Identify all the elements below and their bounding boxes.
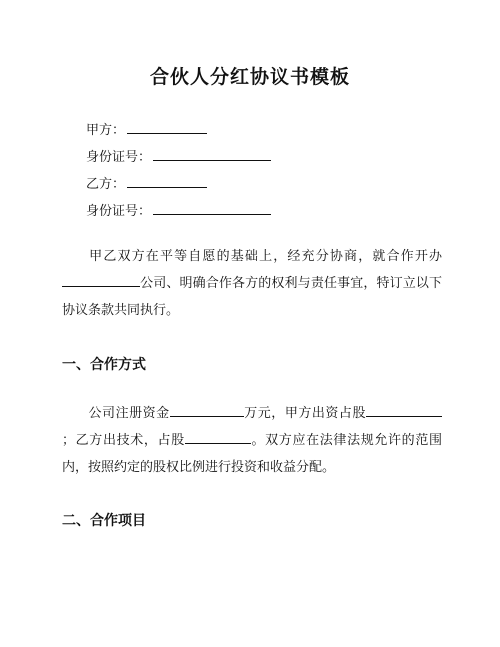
party-a-field (86, 120, 207, 140)
id-a-field (86, 147, 271, 167)
section-1-paragraph (62, 400, 442, 481)
company-name-blank (62, 272, 140, 287)
party-b-blank (127, 174, 207, 188)
party-b-label: 乙方： (86, 177, 126, 192)
s1-text-4: 。双方应在法律法规允许的范围内，按照约定的股权比例进行投资和收益分配。 (62, 433, 442, 475)
party-a-blank (127, 120, 207, 134)
id-a-label: 身份证号： (86, 150, 152, 165)
document-title: 合伙人分红协议书模板 (149, 66, 350, 88)
s1-text-2: 万元，甲方出资占股 (243, 406, 366, 421)
section-1-heading: 一、合作方式 (62, 357, 146, 373)
id-a-blank (153, 147, 271, 161)
s1-text-3: ；乙方出技术，占股 (62, 433, 185, 448)
id-b-field (86, 201, 271, 221)
party-a-share-blank (366, 402, 442, 417)
s1-text-1: 公司注册资金 (88, 406, 170, 421)
party-a-label: 甲方： (86, 123, 126, 138)
capital-blank (170, 402, 244, 417)
intro-text-2: 公司、明确合作各方的权利与责任事宜，特订立以下协议条款共同执行。 (62, 276, 442, 318)
intro-text-1: 甲乙双方在平等自愿的基础上，经充分协商，就合作开办 (88, 249, 442, 264)
id-b-blank (153, 201, 271, 215)
party-b-share-blank (185, 429, 251, 444)
party-b-field (86, 174, 207, 194)
id-b-label: 身份证号： (86, 204, 152, 219)
section-2-heading: 二、合作项目 (62, 513, 146, 529)
intro-paragraph (62, 243, 442, 324)
